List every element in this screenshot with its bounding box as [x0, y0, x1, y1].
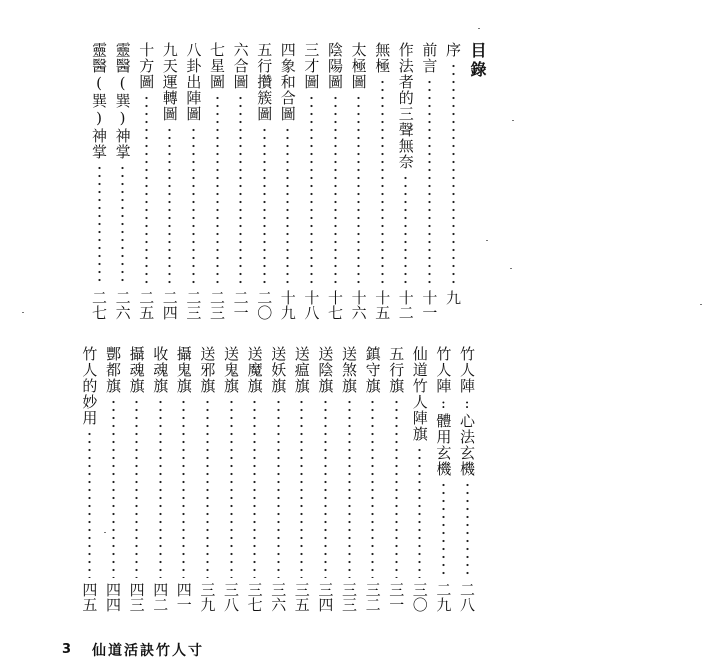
toc-entry	[338, 346, 360, 622]
toc-entry	[362, 346, 384, 622]
toc-entry-title: 太極圖	[349, 42, 368, 90]
toc-entry	[78, 346, 100, 622]
toc-entry-page: 二〇	[255, 290, 274, 320]
dot-leader	[357, 94, 360, 286]
toc-entry-title: 序	[444, 42, 462, 58]
toc-entry	[112, 42, 134, 330]
toc-entry	[442, 42, 464, 330]
toc-entry-title: 陰陽圖	[326, 42, 344, 90]
dot-leader	[348, 398, 351, 578]
toc-entry-page: 二八	[458, 582, 476, 612]
dot-leader	[112, 398, 115, 578]
toc-entry-title: 送煞旗	[340, 346, 358, 394]
toc-entry	[324, 42, 346, 330]
dot-leader	[277, 398, 280, 578]
toc-entry-title: 八卦出陣圖	[184, 42, 203, 122]
toc-entry	[277, 42, 299, 330]
toc-entry-page: 二五	[137, 290, 156, 320]
dot-leader	[324, 398, 327, 578]
dot-leader	[442, 481, 445, 578]
toc-entry-page: 三九	[198, 582, 217, 612]
toc-entry-title: 靈醫(巽)神掌	[90, 42, 108, 160]
dot-leader	[159, 398, 162, 578]
toc-entry	[244, 346, 266, 622]
toc-entry-page: 二三	[208, 290, 226, 320]
dot-leader	[371, 398, 374, 578]
dot-leader	[135, 398, 138, 578]
dot-leader	[452, 62, 455, 286]
toc-entry-page: 三六	[269, 582, 288, 612]
scan-speck	[700, 304, 702, 305]
toc-entry	[182, 42, 204, 330]
toc-entry-title: 四象和合圖	[278, 42, 297, 122]
toc-entry-page: 十九	[278, 290, 297, 320]
toc-entry	[456, 346, 478, 622]
toc-entry-title: 竹人陣:體用玄機	[434, 346, 453, 477]
toc-entry-page: 四三	[127, 582, 146, 612]
dot-leader	[230, 398, 233, 578]
toc-entry-page: 三〇	[410, 582, 429, 612]
toc-entry	[409, 346, 431, 622]
toc-entry-page: 二九	[434, 582, 453, 612]
dot-leader	[404, 174, 407, 286]
toc-entry-title: 送邪旗	[198, 346, 217, 394]
toc-entry	[206, 42, 228, 330]
toc-entry-title: 十方圖	[137, 42, 156, 90]
dot-leader	[466, 481, 469, 578]
toc-entry-page: 十七	[326, 290, 344, 320]
toc-entry-page: 四二	[151, 582, 170, 612]
toc-entry-page: 四五	[80, 582, 99, 612]
scan-speck	[104, 532, 106, 533]
toc-heading: 目錄	[468, 42, 487, 80]
toc-entry-title: 無極	[373, 42, 392, 74]
toc-entry-title: 五行攢簇圖	[255, 42, 274, 122]
toc-entry	[395, 42, 417, 330]
dot-leader	[182, 398, 185, 578]
footer-book-title: 仙道活訣竹人寸	[92, 643, 204, 659]
toc-entry	[314, 346, 336, 622]
dot-leader	[334, 94, 337, 286]
toc-entry	[196, 346, 218, 622]
dot-leader	[428, 78, 431, 286]
dot-leader	[395, 398, 398, 578]
toc-entry	[253, 42, 275, 330]
toc-entry-title: 送瘟旗	[292, 346, 311, 394]
toc-entry	[348, 42, 370, 330]
toc-entry-page: 二三	[184, 290, 203, 320]
toc-entry-page: 十五	[373, 290, 392, 320]
toc-entry	[230, 42, 252, 330]
dot-leader	[418, 446, 421, 578]
scan-speck	[486, 240, 488, 241]
toc-entry	[149, 346, 171, 622]
dot-leader	[192, 126, 195, 286]
toc-entry-title: 五行旗	[387, 346, 406, 394]
dot-leader	[300, 398, 303, 578]
toc-entry-page: 十八	[302, 290, 321, 320]
dot-leader	[310, 94, 313, 286]
toc-entry-title: 六合圖	[231, 42, 250, 90]
toc-entry	[173, 346, 195, 622]
toc-entry-title: 送陰旗	[316, 346, 335, 394]
toc-entry-title: 九天運轉圖	[160, 42, 179, 122]
toc-entry	[385, 346, 407, 622]
toc-entry-page: 十六	[349, 290, 368, 320]
toc-entry-title: 鎮守旗	[363, 346, 382, 394]
dot-leader	[206, 398, 209, 578]
footer-page-number: 3	[62, 642, 72, 657]
toc-entry-title: 攝魂旗	[127, 346, 146, 394]
toc-entry-title: 七星圖	[208, 42, 226, 90]
scan-speck	[22, 312, 24, 313]
dot-leader	[263, 126, 266, 286]
toc-heading-column	[466, 42, 488, 80]
toc-entry-title: 三才圖	[302, 42, 321, 90]
toc-entry-page: 四一	[174, 582, 193, 612]
toc-entry-title: 攝鬼旗	[174, 346, 193, 394]
toc-entry	[291, 346, 313, 622]
dot-leader	[168, 126, 171, 286]
toc-entry-page: 三八	[222, 582, 240, 612]
toc-entry	[88, 42, 110, 330]
toc-entry-page: 十一	[420, 290, 439, 320]
dot-leader	[253, 398, 256, 578]
toc-entry	[432, 346, 454, 622]
toc-entry	[418, 42, 440, 330]
scan-speck	[512, 120, 514, 121]
toc-entry-page: 二六	[113, 290, 132, 320]
toc-entry-page: 二七	[90, 290, 108, 320]
toc-entry-page: 三三	[340, 582, 358, 612]
toc-entry	[126, 346, 148, 622]
toc-entry-page: 三五	[292, 582, 311, 612]
scan-speck	[510, 268, 512, 269]
toc-entry-page: 四四	[104, 582, 122, 612]
toc-entry	[135, 42, 157, 330]
toc-entry-page: 二四	[160, 290, 179, 320]
toc-entry	[371, 42, 393, 330]
toc-entry	[220, 346, 242, 622]
toc-entry-title: 竹人陣:心法玄機	[458, 346, 476, 477]
toc-entry-title: 送鬼旗	[222, 346, 240, 394]
dot-leader	[145, 94, 148, 286]
toc-entry-page: 三四	[316, 582, 335, 612]
toc-entry-title: 靈醫(巽)神掌	[113, 42, 132, 160]
toc-entry	[102, 346, 124, 622]
toc-entry-title: 酆都旗	[104, 346, 122, 394]
dot-leader	[98, 164, 101, 286]
dot-leader	[121, 164, 124, 286]
scan-speck	[478, 28, 480, 29]
dot-leader	[239, 94, 242, 286]
dot-leader	[88, 430, 91, 578]
toc-entry-title: 送魔旗	[245, 346, 264, 394]
toc-entry-title: 竹人的妙用	[80, 346, 99, 426]
toc-entry-title: 送妖旗	[269, 346, 288, 394]
toc-entry-page: 二一	[231, 290, 250, 320]
toc-entry-title: 收魂旗	[151, 346, 170, 394]
toc-entry-title: 作法者的三聲無奈	[396, 42, 415, 170]
toc-entry-page: 三二	[363, 582, 382, 612]
toc-entry-page: 三一	[387, 582, 406, 612]
toc-entry-title: 仙道竹人陣旗	[410, 346, 429, 442]
toc-entry	[300, 42, 322, 330]
dot-leader	[286, 126, 289, 286]
toc-entry-page: 九	[444, 290, 462, 305]
toc-entry	[267, 346, 289, 622]
toc-entry	[159, 42, 181, 330]
dot-leader	[381, 78, 384, 286]
toc-entry-title: 前言	[420, 42, 439, 74]
toc-entry-page: 十二	[396, 290, 415, 320]
toc-entry-page: 三七	[245, 582, 264, 612]
dot-leader	[216, 94, 219, 286]
